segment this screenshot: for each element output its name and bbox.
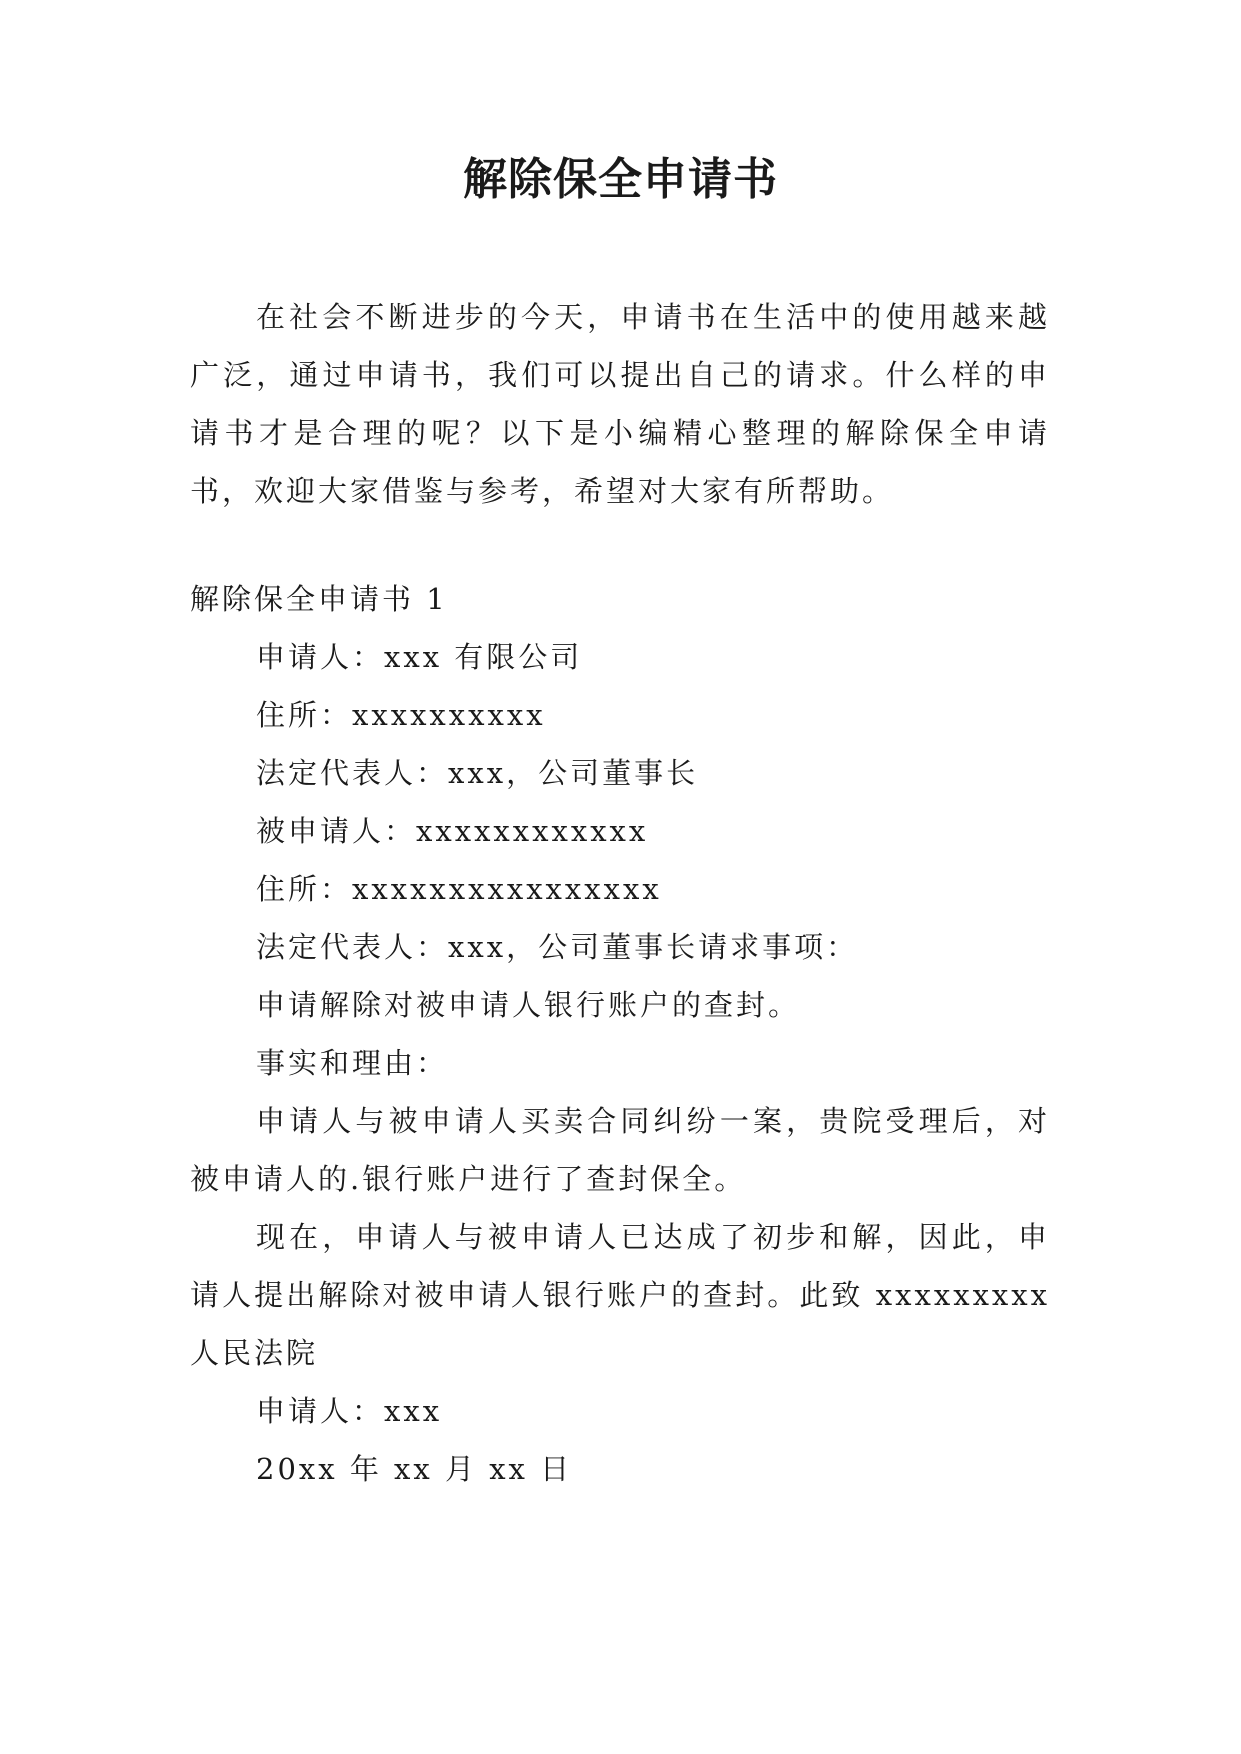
- respondent-representative-line: 法定代表人：xxx，公司董事长请求事项：: [256, 930, 859, 964]
- date-line: 20xx 年 xx 月 xx 日: [256, 1452, 573, 1486]
- facts-paragraph: 申请人与被申请人买卖合同纠纷一案，贵院受理后，对被申请人的.银行账户进行了查封保全。: [190, 1104, 1050, 1196]
- respondent-line: 被申请人：xxxxxxxxxxxx: [256, 814, 649, 848]
- facts-heading-line: 事实和理由：: [256, 1046, 449, 1080]
- applicant-line: 申请人：xxx 有限公司: [256, 640, 583, 674]
- signature-line: 申请人：xxx: [256, 1394, 443, 1428]
- document-title: 解除保全申请书: [463, 154, 778, 205]
- intro-paragraph: 在社会不断进步的今天，申请书在生活中的使用越来越广泛，通过申请书，我们可以提出自己的请求。什么样的申请书才是合理的呢？以下是小编精心整理的解除保全申请书，欢迎大家借鉴与参考，希望对大家有所帮助。: [190, 300, 1050, 508]
- respondent-address-line: 住所：xxxxxxxxxxxxxxxx: [256, 872, 662, 906]
- document-body: [190, 288, 1050, 1498]
- settlement-paragraph: 现在，申请人与被申请人已达成了初步和解，因此，申请人提出解除对被申请人银行账户的查封。此致 xxxxxxxxx 人民法院: [190, 1220, 1050, 1370]
- applicant-address-line: 住所：xxxxxxxxxx: [256, 698, 546, 732]
- section-heading: 解除保全申请书 1: [190, 582, 448, 616]
- request-item-line: 申请解除对被申请人银行账户的查封。: [256, 988, 801, 1022]
- applicant-representative-line: 法定代表人：xxx，公司董事长: [256, 756, 699, 790]
